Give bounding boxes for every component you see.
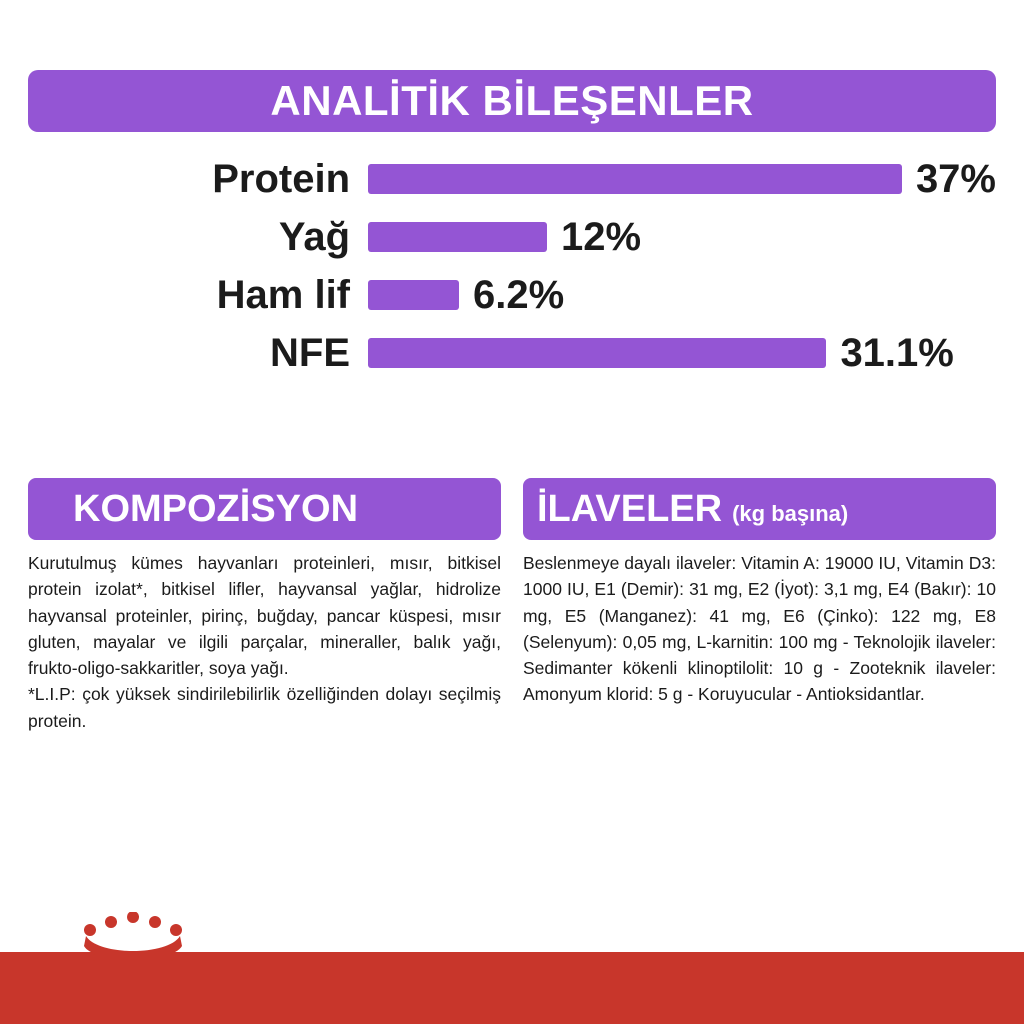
bar-track-nfe xyxy=(368,328,996,378)
bar-fill-fat xyxy=(368,222,547,252)
composition-note: *L.I.P: çok yüksek sindirilebilirlik özelliğinden dolayı seçilmiş protein. xyxy=(28,684,501,731)
bar-label-nfe: NFE xyxy=(270,331,350,375)
bar-value-protein: 37% xyxy=(915,157,996,201)
bar-value-crude-fiber: 6.2% xyxy=(473,273,565,317)
composition-column xyxy=(28,478,501,734)
analytical-components-section xyxy=(28,70,996,378)
bar-row xyxy=(28,270,996,320)
additives-subtitle: (kg başına) xyxy=(732,501,849,526)
crown-icon xyxy=(78,912,188,972)
bar-label-crude-fiber: Ham lif xyxy=(216,273,350,317)
bar-fill-nfe xyxy=(368,338,826,368)
bar-track-crude-fiber xyxy=(368,270,996,320)
composition-body xyxy=(28,550,501,734)
bar-value-nfe: 31.1% xyxy=(840,331,954,375)
left-border xyxy=(0,0,3,1024)
bar-track-fat xyxy=(368,212,996,262)
additives-banner xyxy=(523,478,996,540)
composition-banner xyxy=(28,478,501,540)
analytical-components-banner xyxy=(28,70,996,132)
bar-row xyxy=(28,328,996,378)
analytical-components-title: ANALİTİK BİLEŞENLER xyxy=(270,77,754,124)
bar-label-fat: Yağ xyxy=(278,215,350,259)
additives-title: İLAVELER xyxy=(537,488,723,530)
bar-row xyxy=(28,212,996,262)
bar-value-fat: 12% xyxy=(560,215,642,259)
info-columns xyxy=(28,478,996,734)
bar-fill-crude-fiber xyxy=(368,280,459,310)
bar-track-protein xyxy=(368,154,996,204)
nutrient-bar-chart xyxy=(28,154,996,378)
additives-column xyxy=(523,478,996,734)
additives-body: Beslenmeye dayalı ilaveler: Vitamin A: 19000 IU, Vitamin D3: 1000 IU, E1 (Demir): 31 mg, E2 (İyot): 3,1 mg, E4 (Bakır): 10 mg, E5 (Manganez): 41 mg, E6 (Çinko): 122 mg, E8 (Selenyum): 0,05 mg, L-karnitin: 100 mg - Teknolojik ilaveler: Sedimanter kökenli klinoptilolit: 10 g - Zooteknik ilaveler: Amonyum klorid: 5 g - Koruyucular - Antioksidantlar. xyxy=(523,553,996,705)
composition-title: KOMPOZİSYON xyxy=(73,488,359,530)
bar-row xyxy=(28,154,996,204)
bar-fill-protein xyxy=(368,164,902,194)
bar-label-protein: Protein xyxy=(212,157,350,201)
composition-text: Kurutulmuş kümes hayvanları proteinleri, mısır, bitkisel protein izolat*, bitkisel lifler, hayvansal yağlar, hidrolize hayvansal proteinler, pirinç, buğday, pancar küspesi, mısır gluten, mayalar ve ilgili parçalar, mineraller, balık yağı, frukto-oligo-sakkaritler, soya yağı. xyxy=(28,553,501,678)
